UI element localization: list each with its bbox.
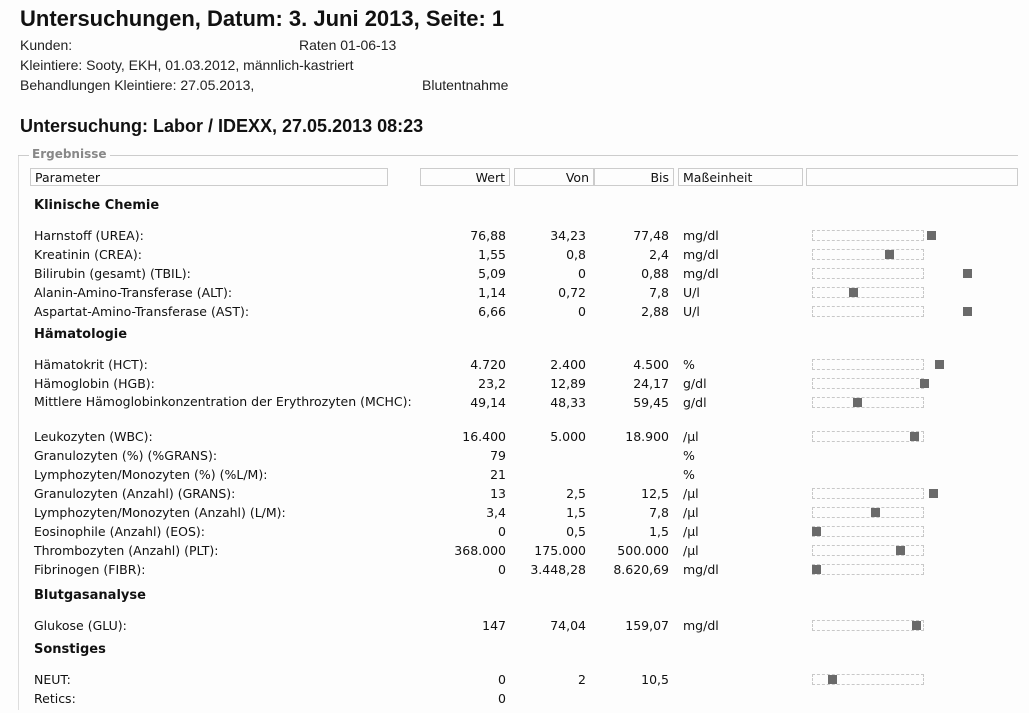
group-name: Blutgasanalyse [34,588,146,603]
col-wert[interactable]: Wert [420,168,510,186]
range-gauge [812,620,977,632]
table-row [0,466,1029,484]
behandlungen-label: Behandlungen Kleintiere: 27.05.2013, [20,77,255,93]
cell-von: 2,5 [566,486,586,501]
cell-unit: /µl [683,543,699,558]
table-row [0,690,1029,708]
range-box [812,230,924,241]
group-header [0,326,1029,344]
value-marker [963,307,972,316]
cell-von [514,466,586,484]
cell-bis: 159,07 [625,618,669,633]
cell-name: Thrombozyten (Anzahl) (PLT): [34,543,219,558]
cell-name: Aspartat-Amino-Transferase (AST): [34,304,250,319]
cell-bis: 10,5 [641,672,669,687]
range-gauge [812,488,977,500]
cell-von: 0,5 [566,524,586,539]
cell-wert: 147 [482,618,506,633]
range-box [812,564,924,575]
cell-bis: 2,88 [641,304,669,319]
cell-von [514,690,586,708]
table-row [0,265,1029,283]
cell-unit: /µl [683,429,699,444]
range-box [812,507,924,518]
group-name: Hämatologie [34,327,128,342]
cell-von: 2.400 [550,357,586,372]
cell-name: Alanin-Amino-Transferase (ALT): [34,285,233,300]
cell-unit: % [683,357,695,372]
range-gauge [812,507,977,519]
cell-von: 0,8 [566,247,586,262]
table-row [0,485,1029,503]
cell-unit: % [683,448,695,463]
range-gauge [812,431,977,443]
cell-von: 0 [578,304,586,319]
group-header [0,197,1029,215]
cell-wert: 23,2 [478,376,506,391]
cell-wert: 4.720 [470,357,506,372]
cell-bis: 24,17 [633,376,669,391]
cell-name: Glukose (GLU): [34,618,127,633]
untersuchung-title: Untersuchung: Labor / IDEXX, 27.05.2013 08:23 [20,116,424,136]
cell-von: 1,5 [566,505,586,520]
cell-unit: mg/dl [683,618,719,633]
cell-von [514,447,586,465]
range-box [812,488,924,499]
cell-unit: /µl [683,505,699,520]
cell-unit: g/dl [683,376,707,391]
cell-unit: /µl [683,486,699,501]
cell-name: Lymphozyten/Monozyten (%) (%L/M): [34,467,268,482]
col-von[interactable]: Von [514,168,594,186]
range-gauge [812,545,977,557]
table-row [0,428,1029,446]
range-gauge [812,397,977,409]
range-box [812,306,924,317]
cell-bis: 8.620,69 [613,562,669,577]
cell-name: Retics: [34,691,76,706]
raten-label: Raten 01-06-13 [299,37,397,53]
cell-wert: 0 [498,524,506,539]
cell-bis: 500.000 [617,543,669,558]
cell-wert: 0 [498,562,506,577]
range-box [812,526,924,537]
cell-unit: mg/dl [683,562,719,577]
cell-wert: 1,55 [478,247,506,262]
cell-bis [594,690,669,708]
group-name: Sonstiges [34,642,106,657]
cell-bis: 1,5 [649,524,669,539]
cell-von: 5.000 [550,429,586,444]
range-gauge [812,268,977,280]
cell-wert: 21 [490,467,506,482]
cell-von: 2 [578,672,586,687]
cell-wert: 368.000 [454,543,506,558]
value-marker [963,269,972,278]
range-gauge [812,674,977,686]
cell-unit: /µl [683,524,699,539]
range-gauge [812,249,977,261]
cell-bis [594,466,669,484]
cell-bis: 7,8 [649,505,669,520]
value-marker [812,527,821,536]
page-title: Untersuchungen, Datum: 3. Juni 2013, Seite: 1 [20,6,505,31]
table-row [0,375,1029,393]
cell-wert: 0 [498,672,506,687]
table-row [0,504,1029,522]
table-row [0,561,1029,579]
value-marker [853,398,862,407]
cell-bis: 2,4 [649,247,669,262]
col-bis[interactable]: Bis [594,168,674,186]
cell-von: 48,33 [550,395,586,410]
value-marker [896,546,905,555]
table-row [0,284,1029,302]
cell-bis [594,447,669,465]
table-row [0,447,1029,465]
cell-wert: 49,14 [470,395,506,410]
cell-name: Bilirubin (gesamt) (TBIL): [34,266,191,281]
cell-bis: 12,5 [641,486,669,501]
table-row [0,303,1029,321]
value-marker [871,508,880,517]
value-marker [849,288,858,297]
cell-unit: mg/dl [683,266,719,281]
cell-unit: g/dl [683,395,707,410]
cell-name: Granulozyten (%) (%GRANS): [34,448,218,463]
value-marker [912,621,921,630]
value-marker [910,432,919,441]
cell-wert: 6,66 [478,304,506,319]
value-marker [929,489,938,498]
cell-name: Leukozyten (WBC): [34,429,153,444]
range-box [812,378,924,389]
cell-name: Granulozyten (Anzahl) (GRANS): [34,486,236,501]
cell-von: 34,23 [550,228,586,243]
col-unit[interactable]: Maßeinheit [678,168,803,186]
value-marker [935,360,944,369]
value-marker [812,565,821,574]
table-row [0,246,1029,264]
range-box [812,249,924,260]
range-gauge [812,287,977,299]
cell-von: 12,89 [550,376,586,391]
cell-bis: 59,45 [633,395,669,410]
table-row [0,523,1029,541]
range-gauge [812,230,977,242]
cell-von: 74,04 [550,618,586,633]
group-header [0,587,1029,605]
table-row [0,394,1029,428]
value-marker [828,675,837,684]
range-gauge [812,306,977,318]
cell-wert: 16.400 [462,429,506,444]
cell-bis: 77,48 [633,228,669,243]
range-box [812,359,924,370]
cell-bis: 0,88 [641,266,669,281]
group-header [0,641,1029,659]
table-row [0,617,1029,635]
cell-von: 175.000 [534,543,586,558]
cell-wert: 13 [490,486,506,501]
cell-wert: 0 [498,691,506,706]
cell-unit: U/l [683,304,700,319]
cell-unit: % [683,467,695,482]
value-marker [920,379,929,388]
range-gauge [812,526,977,538]
table-row [0,356,1029,374]
range-box [812,397,924,408]
cell-wert: 5,09 [478,266,506,281]
cell-wert: 3,4 [486,505,506,520]
cell-name: Harnstoff (UREA): [34,228,144,243]
cell-wert: 76,88 [470,228,506,243]
group-name: Klinische Chemie [34,198,160,213]
cell-von: 0,72 [558,285,586,300]
table-row [0,542,1029,560]
cell-unit: U/l [683,285,700,300]
cell-von: 3.448,28 [530,562,586,577]
value-marker [927,231,936,240]
cell-name: NEUT: [34,672,71,687]
range-box [812,431,924,442]
range-box [812,620,924,631]
table-row [0,671,1029,689]
table-row [0,227,1029,245]
results-divider [18,155,1018,156]
blutentnahme-label: Blutentnahme [422,77,509,93]
cell-name: Hämoglobin (HGB): [34,376,155,391]
cell-name: Fibrinogen (FIBR): [34,562,146,577]
range-box [812,268,924,279]
col-gauge [806,168,1018,186]
col-parameter[interactable]: Parameter [30,168,388,186]
cell-von: 0 [578,266,586,281]
cell-wert: 79 [490,448,506,463]
value-marker [885,250,894,259]
range-box [812,545,924,556]
cell-unit: mg/dl [683,247,719,262]
range-gauge [812,564,977,576]
cell-name: Mittlere Hämoglobinkonzentration der Erythrozyten (MCHC): [34,394,412,409]
cell-name: Hämatokrit (HCT): [34,357,148,372]
range-gauge [812,359,977,371]
cell-name: Eosinophile (Anzahl) (EOS): [34,524,206,539]
cell-bis: 18.900 [625,429,669,444]
cell-bis: 4.500 [633,357,669,372]
range-gauge [812,378,977,390]
results-section-label: Ergebnisse [29,147,110,161]
kleintiere-line: Kleintiere: Sooty, EKH, 01.03.2012, männlich-kastriert [20,57,354,73]
cell-wert: 1,14 [478,285,506,300]
cell-name: Kreatinin (CREA): [34,247,142,262]
cell-name: Lymphozyten/Monozyten (Anzahl) (L/M): [34,505,286,520]
kunden-label: Kunden: [20,37,73,53]
cell-unit: mg/dl [683,228,719,243]
range-box [812,287,924,298]
cell-bis: 7,8 [649,285,669,300]
